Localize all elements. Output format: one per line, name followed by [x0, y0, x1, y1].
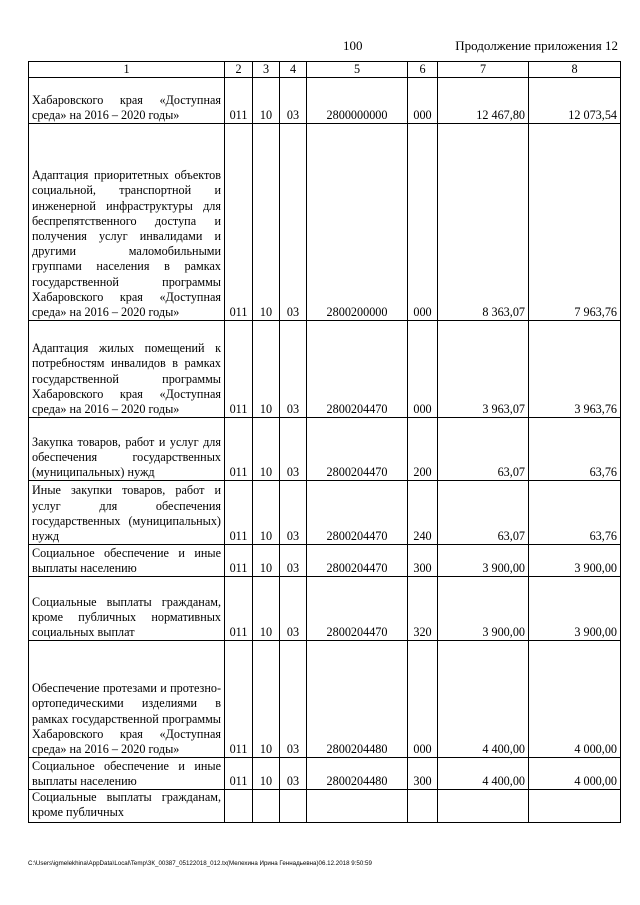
cell-subsection	[280, 790, 307, 823]
cell-expense-type: 000	[408, 641, 438, 758]
cell-subsection: 03	[280, 78, 307, 124]
cell-amount-1: 3 900,00	[438, 577, 529, 641]
column-header: 8	[529, 62, 621, 78]
cell-expense-type	[408, 790, 438, 823]
cell-ministry	[225, 790, 253, 823]
row-name: Закупка товаров, работ и услуг для обеспечения государственных (муниципальных) нужд	[29, 418, 225, 481]
cell-target-article: 2800204470	[307, 321, 408, 418]
cell-ministry: 011	[225, 577, 253, 641]
cell-section: 10	[253, 641, 280, 758]
cell-section: 10	[253, 758, 280, 790]
table-row	[29, 321, 621, 418]
row-name: Социальное обеспечение и иные выплаты населению	[29, 545, 225, 577]
cell-amount-2: 4 000,00	[529, 641, 621, 758]
cell-target-article: 2800204470	[307, 481, 408, 545]
cell-target-article: 2800204480	[307, 641, 408, 758]
column-header: 2	[225, 62, 253, 78]
column-header: 6	[408, 62, 438, 78]
cell-ministry: 011	[225, 321, 253, 418]
column-header: 1	[29, 62, 225, 78]
cell-section	[253, 790, 280, 823]
cell-amount-2: 3 900,00	[529, 577, 621, 641]
cell-subsection: 03	[280, 758, 307, 790]
row-name: Социальные выплаты гражданам, кроме публичных	[29, 790, 225, 823]
cell-section: 10	[253, 321, 280, 418]
cell-ministry: 011	[225, 641, 253, 758]
table-row	[29, 481, 621, 545]
row-name: Хабаровского края «Доступная среда» на 2016 – 2020 годы»	[29, 78, 225, 124]
cell-section: 10	[253, 418, 280, 481]
cell-amount-1: 4 400,00	[438, 641, 529, 758]
cell-ministry: 011	[225, 418, 253, 481]
column-header: 3	[253, 62, 280, 78]
budget-table	[28, 61, 621, 823]
cell-amount-1: 4 400,00	[438, 758, 529, 790]
cell-ministry: 011	[225, 545, 253, 577]
cell-target-article: 2800204480	[307, 758, 408, 790]
cell-target-article: 2800204470	[307, 577, 408, 641]
cell-amount-1: 12 467,80	[438, 78, 529, 124]
table-row	[29, 418, 621, 481]
cell-section: 10	[253, 78, 280, 124]
table-row	[29, 641, 621, 758]
cell-expense-type: 240	[408, 481, 438, 545]
cell-section: 10	[253, 577, 280, 641]
column-header-row	[29, 62, 621, 78]
cell-target-article: 2800200000	[307, 124, 408, 321]
cell-target-article: 2800204470	[307, 545, 408, 577]
table-row	[29, 758, 621, 790]
cell-subsection: 03	[280, 481, 307, 545]
cell-amount-2: 63,76	[529, 418, 621, 481]
cell-amount-2: 3 963,76	[529, 321, 621, 418]
row-name: Социальное обеспечение и иные выплаты населению	[29, 758, 225, 790]
cell-amount-1: 63,07	[438, 481, 529, 545]
cell-subsection: 03	[280, 124, 307, 321]
cell-expense-type: 300	[408, 545, 438, 577]
cell-expense-type: 200	[408, 418, 438, 481]
cell-subsection: 03	[280, 418, 307, 481]
cell-target-article: 2800000000	[307, 78, 408, 124]
cell-amount-1: 8 363,07	[438, 124, 529, 321]
row-name: Обеспечение протезами и протезно-ортопедическими изделиями в рамках государственной программы Хабаровского края «Доступная среда» на 2016 – 2020 годы»	[29, 641, 225, 758]
row-name: Социальные выплаты гражданам, кроме публичных нормативных социальных выплат	[29, 577, 225, 641]
cell-expense-type: 000	[408, 78, 438, 124]
cell-subsection: 03	[280, 545, 307, 577]
continuation-label: Продолжение приложения 12	[455, 38, 618, 53]
column-header: 7	[438, 62, 529, 78]
row-name: Адаптация жилых помещений к потребностям инвалидов в рамках государственной программы Хабаровского края «Доступная среда» на 2016 – 2020 годы»	[29, 321, 225, 418]
cell-amount-2	[529, 790, 621, 823]
cell-subsection: 03	[280, 321, 307, 418]
cell-expense-type: 000	[408, 321, 438, 418]
cell-amount-1	[438, 790, 529, 823]
table-row	[29, 790, 621, 823]
table-row	[29, 124, 621, 321]
cell-target-article: 2800204470	[307, 418, 408, 481]
cell-section: 10	[253, 545, 280, 577]
cell-amount-2: 12 073,54	[529, 78, 621, 124]
column-header: 4	[280, 62, 307, 78]
cell-expense-type: 320	[408, 577, 438, 641]
table-row	[29, 577, 621, 641]
cell-amount-1: 63,07	[438, 418, 529, 481]
cell-subsection: 03	[280, 577, 307, 641]
cell-amount-2: 4 000,00	[529, 758, 621, 790]
cell-section: 10	[253, 124, 280, 321]
column-header: 5	[307, 62, 408, 78]
row-name: Иные закупки товаров, работ и услуг для обеспечения государственных (муниципальных) нужд	[29, 481, 225, 545]
table-row	[29, 78, 621, 124]
cell-target-article	[307, 790, 408, 823]
footer-file-path: C:\Users\igmelekhina\AppData\Local\Temp\ЗК_00387_05122018_012.tx(Мелехина Ирина Геннадьевна)06.12.2018 9:50:59	[28, 860, 372, 867]
cell-expense-type: 300	[408, 758, 438, 790]
cell-ministry: 011	[225, 758, 253, 790]
cell-ministry: 011	[225, 481, 253, 545]
cell-ministry: 011	[225, 78, 253, 124]
cell-amount-1: 3 963,07	[438, 321, 529, 418]
row-name: Адаптация приоритетных объектов социальной, транспортной и инженерной инфраструктуры для беспрепятственного доступа и получения услуг инвалидами и другими маломобильными группами населения в рамках государственной программы Хабаровского края «Доступная среда» на 2016 – 2020 годы»	[29, 124, 225, 321]
cell-expense-type: 000	[408, 124, 438, 321]
page-number: 100	[343, 38, 363, 53]
cell-ministry: 011	[225, 124, 253, 321]
cell-amount-2: 63,76	[529, 481, 621, 545]
cell-amount-2: 3 900,00	[529, 545, 621, 577]
cell-amount-1: 3 900,00	[438, 545, 529, 577]
cell-subsection: 03	[280, 641, 307, 758]
cell-amount-2: 7 963,76	[529, 124, 621, 321]
table-row	[29, 545, 621, 577]
cell-section: 10	[253, 481, 280, 545]
